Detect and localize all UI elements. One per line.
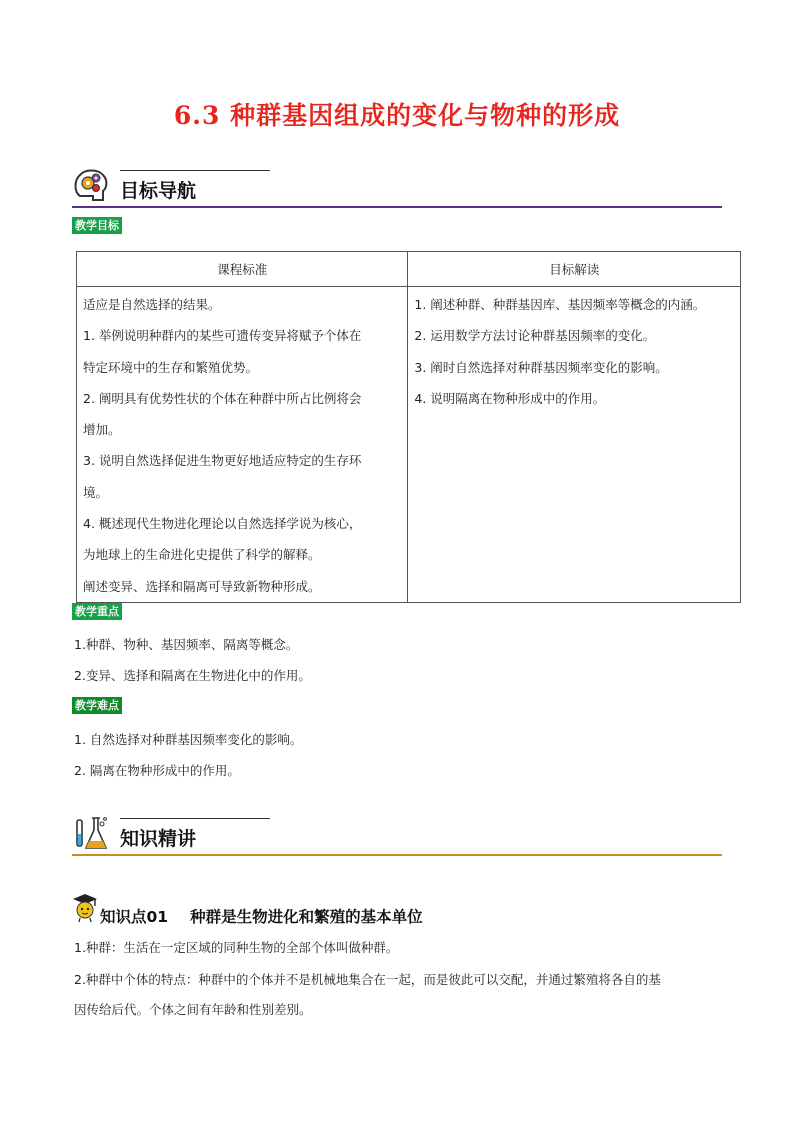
list-item: 增加。 [83,422,121,438]
knowledge-point-title: 种群是生物进化和繁殖的基本单位 [190,908,423,926]
list-item: 特定环境中的生存和繁殖优势。 [83,359,259,375]
list-item: 阐述变异、选择和隔离可导致新物种形成。 [83,578,321,594]
key-point-item: 2.变异、选择和隔离在生物进化中的作用。 [74,668,311,683]
section-header-rule [72,854,722,856]
table-cell-interpretation [408,287,741,603]
tag-key-points: 教学重点 [72,603,122,620]
goals-table [76,251,741,603]
list-item: 适应是自然选择的结果。 [83,297,221,312]
list-item: 4. 概述现代生物进化理论以自然选择学说为核心， [83,516,362,532]
knowledge-point-heading [100,905,423,927]
list-item: 3. 阐时自然选择对种群基因频率变化的影响。 [414,359,668,375]
graduate-cap-icon [70,891,100,923]
paragraph: 因传给后代。个体之间有年龄和性别差别。 [74,1002,312,1017]
list-item: 3. 说明自然选择促进生物更好地适应特定的生存环 [83,453,362,469]
difficulty-item: 2. 隔离在物种形成中的作用。 [74,763,240,778]
list-item: 为地球上的生命进化史提供了科学的解释。 [83,547,321,563]
list-item: 2. 运用数学方法讨论种群基因频率的变化。 [414,328,656,344]
difficulty-item: 1. 自然选择对种群基因频率变化的影响。 [74,732,303,747]
page-title: 6.3 种群基因组成的变化与物种的形成 [173,101,621,130]
table-row [77,287,741,603]
brain-gears-icon [72,166,112,204]
section-header-top-rule [120,818,270,819]
table-header: 课程标准 [77,252,408,287]
knowledge-point-number: 知识点01 [100,908,169,926]
list-item: 境。 [83,484,109,500]
table-cell-standards [77,287,408,603]
section-header-knowledge [72,818,722,858]
tag-difficulties: 教学难点 [72,697,122,714]
section-title: 目标导航 [120,180,197,202]
tag-teaching-goals: 教学目标 [72,217,122,234]
section-title: 知识精讲 [120,828,197,850]
list-item: 1. 阐述种群、种群基因库、基因频率等概念的内涵。 [414,297,706,312]
list-item: 1. 举例说明种群内的某些可遗传变异将赋予个体在 [83,328,362,344]
key-point-item: 1.种群、物种、基因频率、隔离等概念。 [74,637,299,652]
section-header-rule [72,206,722,208]
paragraph: 1.种群：生活在一定区域的同种生物的全部个体叫做种群。 [74,940,399,955]
section-header-top-rule [120,170,270,171]
table-header: 目标解读 [408,252,741,287]
paragraph: 2.种群中个体的特点：种群中的个体并不是机械地集合在一起，而是彼此可以交配，并通过繁殖将各自的基 [74,972,661,987]
table-header-row [77,252,741,287]
lab-flask-icon [72,814,112,854]
section-header-goals [72,170,722,210]
list-item: 2. 阐明具有优势性状的个体在种群中所占比例将会 [83,390,362,406]
list-item: 4. 说明隔离在物种形成中的作用。 [414,390,606,406]
